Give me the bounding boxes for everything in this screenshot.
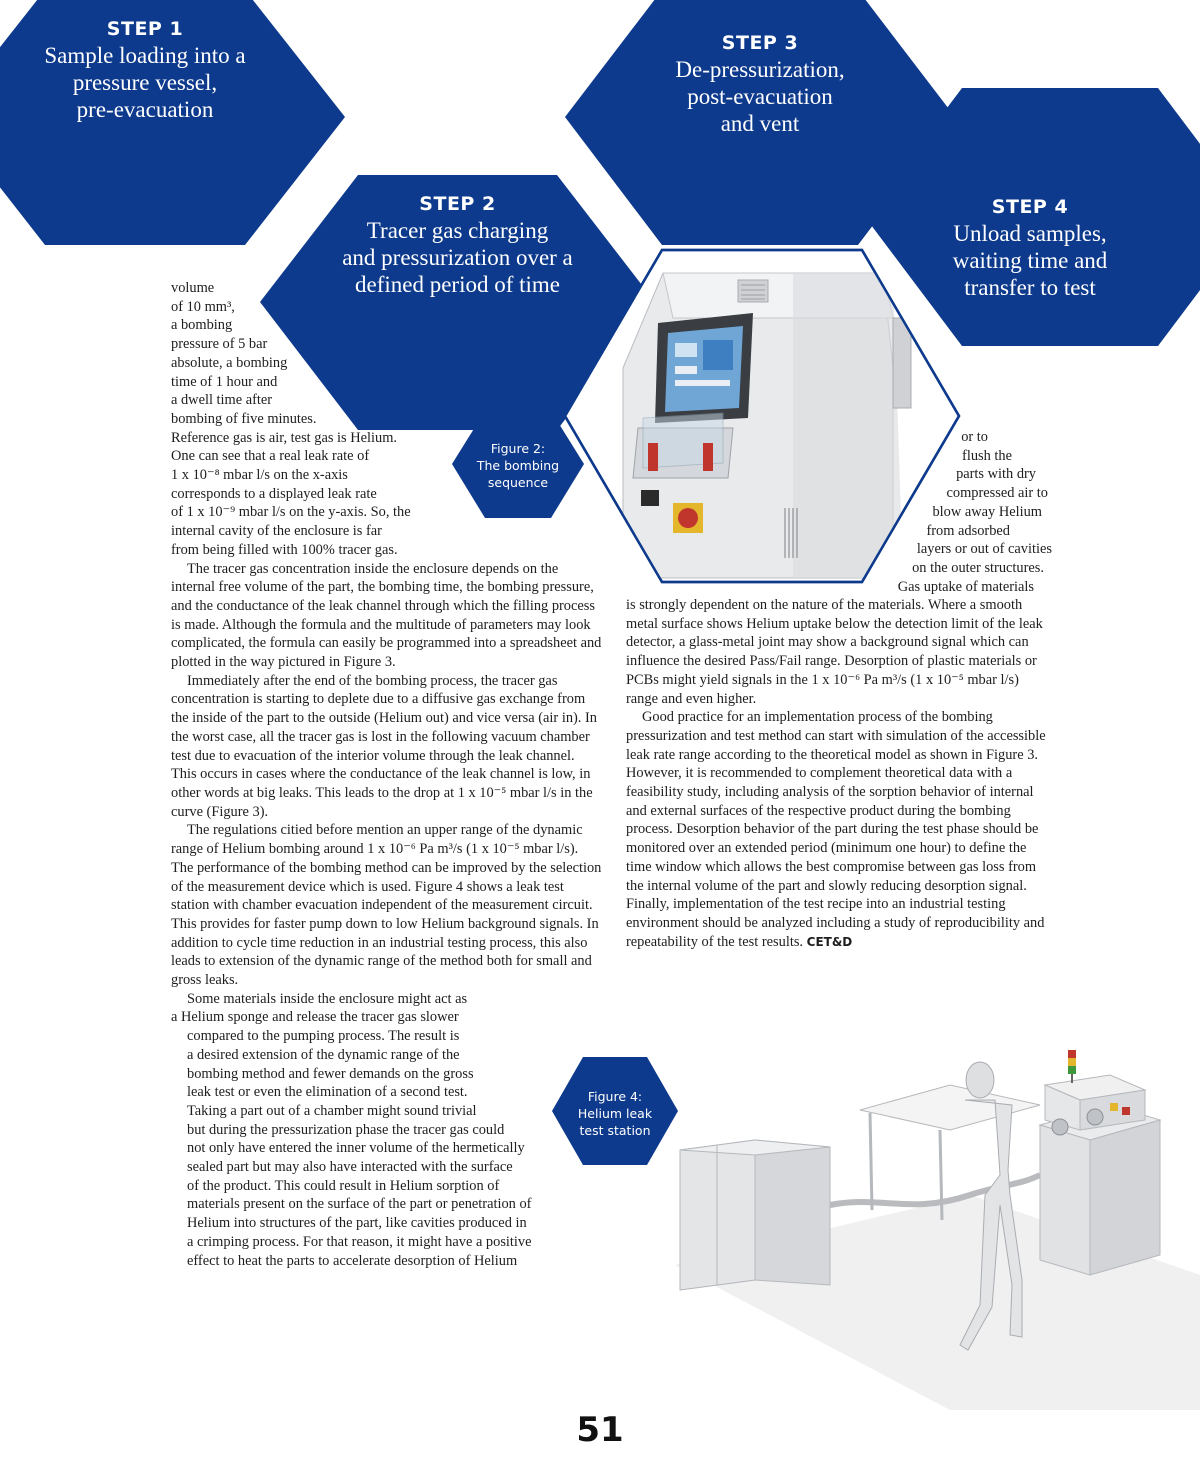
text-line: absolute, a bombing	[171, 354, 288, 371]
helium-leak-test-station-image	[640, 1045, 1200, 1415]
text-line: One can see that a real leak rate of	[171, 448, 370, 465]
step4-desc-line: waiting time and	[952, 248, 1108, 273]
figure4-caption-line: test station	[579, 1123, 651, 1138]
step4-desc-line: Unload samples,	[953, 221, 1107, 246]
text-line: not only have entered the inner volume of the hermetically	[187, 1140, 525, 1157]
step2-label: STEP 2	[419, 193, 496, 215]
text-line: parts with dry	[956, 466, 1036, 483]
text-line: effect to heat the parts to accelerate desorption of Helium	[187, 1252, 518, 1269]
text-line: compared to the pumping process. The result is	[187, 1028, 460, 1045]
right-paragraph-2	[626, 708, 1054, 951]
right-paragraph-2-text: Good practice for an implementation process of the bombing pressurization and test method can start with simulation of the accessible leak rate range according to the theoretical model as shown in Figure 3. However, it is recommended to complement theoretical data with a feasibility study, including analysis of the sorption behavior of internal and external surfaces of the respective product during the bombing process. Desorption behavior of the part during the test phase should be monitored over an extended period (minimum one hour) to define the time window which allows the best compromise between gas loss from the internal volume of the part and slowly reducing desorption signal. Finally, implementation of the test recipe into an industrial testing environment should be analyzed including a study of reproducibility and repeatability of the test results.	[626, 709, 1046, 950]
text-line: Reference gas is air, test gas is Helium.	[171, 429, 398, 446]
figure4-caption-line: Figure 4:	[587, 1089, 643, 1104]
text-line: from being filled with 100% tracer gas.	[171, 541, 398, 558]
step4-label: STEP 4	[991, 196, 1069, 218]
figure2-caption-line: The bombing	[476, 458, 560, 473]
right-paragraph-1: is strongly dependent on the nature of the materials. Where a smooth metal surface shows Helium uptake below the detection limit of the leak detector, a glass-metal joint may show a background signal which can influence the desired Pass/Fail range. Desorption of plastic materials or PCBs might yield signals in the 1 x 10⁻⁶ Pa m³/s (1 x 10⁻⁵ mbar l/s) range and even higher.	[626, 597, 1043, 707]
step3-desc-line: post-evacuation	[687, 84, 833, 109]
step2-desc-line: defined period of time	[354, 272, 560, 297]
text-line: of 10 mm³,	[171, 298, 235, 315]
left-paragraph-2: The tracer gas concentration inside the enclosure depends on the internal free volume of the part, the bombing time, the bombing pressure, and the conductance of the leak channel through which the filling process is made. Although the formula and the multitude of parameters may look complicated, the formula can easily be programmed into a spreadsheet and plotted in the way pictured in Figure 3.	[171, 560, 602, 671]
figure2-caption-line: Figure 2:	[490, 441, 546, 456]
left-paragraph-1	[171, 279, 603, 560]
left-text-column	[171, 279, 603, 1270]
figure4-caption-line: Helium leak	[577, 1106, 653, 1121]
step2-desc-line: Tracer gas charging	[366, 218, 549, 243]
step1-desc-line: pre-evacuation	[76, 97, 214, 122]
text-line: Gas uptake of materials	[897, 578, 1034, 595]
left-paragraph-4: The regulations citied before mention an upper range of the dynamic range of Helium bombing around 1 x 10⁻⁶ Pa m³/s (1 x 10⁻⁵ mbar l/s). The performance of the bombing method can be improved by the selection of the measurement device which is used. Figure 4 shows a leak test station with chamber evacuation independent of the measurement circuit. This provides for faster pump down to low Helium background signals. In addition to cycle time reduction in an industrial testing process, this also leads to extension of the dynamic range of the method both for small and gross leaks.	[171, 822, 602, 989]
text-line: bombing method and fewer demands on the gross	[187, 1065, 474, 1082]
right-wrap-lines	[820, 428, 1052, 596]
text-line: flush the	[962, 447, 1012, 464]
text-line: time of 1 hour and	[171, 373, 278, 390]
text-line: of the product. This could result in Helium sorption of	[187, 1177, 500, 1194]
text-line: a bombing	[171, 317, 233, 334]
text-line: 1 x 10⁻⁸ mbar l/s on the x-axis	[171, 467, 348, 484]
page-number: 51	[576, 1410, 624, 1450]
text-line: leak test or even the elimination of a second test.	[187, 1084, 468, 1101]
text-line: of 1 x 10⁻⁹ mbar l/s on the y-axis. So, the	[171, 504, 411, 521]
step1-desc-line: Sample loading into a	[44, 43, 246, 68]
step1-desc-line: pressure vessel,	[72, 70, 218, 95]
text-line: internal cavity of the enclosure is far	[171, 523, 382, 540]
text-line: a dwell time after	[171, 392, 273, 409]
text-line: materials present on the surface of the part or penetration of	[187, 1196, 532, 1213]
text-line: layers or out of cavities	[916, 541, 1052, 558]
step1-label: STEP 1	[106, 18, 184, 40]
text-line: Taking a part out of a chamber might sound trivial	[187, 1102, 477, 1119]
text-line: a Helium sponge and release the tracer gas slower	[171, 1009, 459, 1026]
left-paragraph-3: Immediately after the end of the bombing process, the tracer gas concentration is starting to deplete due to a diffusive gas exchange from the inside of the part to the outside (Helium out) and vice versa (air in). In the worst case, all the tracer gas is lost in the following vacuum chamber test due to evacuation of the interior volume through the leak channel. This occurs in cases where the conductance of the leak channel is low, in other words at big leaks. This leads to the drop at 1 x 10⁻⁵ mbar l/s in the curve (Figure 3).	[171, 672, 597, 820]
text-line: sealed part but may also have interacted with the surface	[187, 1159, 513, 1176]
publication-signature: CET&D	[806, 934, 853, 949]
text-line: blow away Helium	[932, 503, 1042, 520]
step3-label: STEP 3	[721, 32, 799, 54]
step3-desc-line: and vent	[720, 111, 800, 136]
step3-desc-line: De-pressurization,	[675, 57, 845, 82]
left-paragraph-6	[171, 1102, 603, 1270]
text-line: a crimping process. For that reason, it might have a positive	[187, 1233, 532, 1250]
text-line: on the outer structures.	[912, 559, 1044, 576]
text-line: a desired extension of the dynamic range of the	[187, 1046, 460, 1063]
text-line: Helium into structures of the part, like cavities produced in	[187, 1215, 527, 1232]
left-paragraph-5	[171, 990, 603, 1102]
text-line: from adsorbed	[926, 522, 1010, 539]
step4-desc-line: transfer to test	[964, 275, 1096, 300]
right-text-column	[626, 596, 1054, 951]
text-line: but during the pressurization phase the tracer gas could	[187, 1121, 505, 1138]
text-line: corresponds to a displayed leak rate	[171, 485, 377, 502]
text-line: pressure of 5 bar	[171, 336, 268, 353]
text-line: volume	[171, 280, 215, 296]
step2-desc-line: and pressurization over a	[342, 245, 573, 270]
text-line: compressed air to	[946, 485, 1048, 502]
text-line: bombing of five minutes.	[171, 410, 317, 427]
figure2-caption-line: sequence	[487, 475, 549, 490]
text-line: Some materials inside the enclosure might act as	[187, 990, 468, 1007]
text-line: or to	[961, 429, 988, 445]
